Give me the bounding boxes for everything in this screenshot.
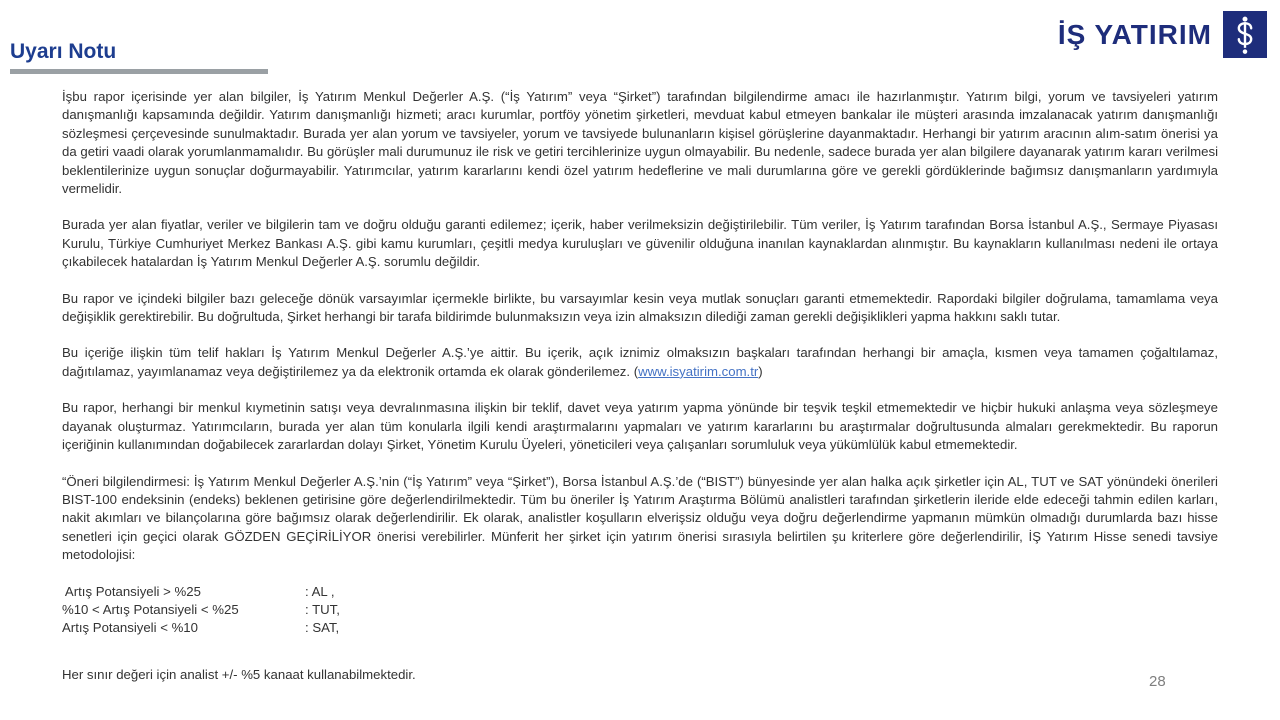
- rating-criteria-row-al: [62, 583, 1218, 601]
- disclaimer-paragraph-2: Burada yer alan fiyatlar, veriler ve bilgilerin tam ve doğru olduğu garanti edilemez; içerik, haber verilmeksizin değiştirilebilir. Tüm veriler, İş Yatırım tarafından Borsa İstanbul A.Ş., Sermaye Piyasası Kurulu, Türkiye Cumhuriyet Merkez Bankası A.Ş. gibi kamu kurumları, çeşitli medya kuruluşları ve güvenilir olduğuna inanılan kaynaklardan alınmıştır. Bu kaynakların kullanılması nedeni ile ortaya çıkabilecek hatalardan İş Yatırım Menkul Değerler A.Ş. sorumlu değildir.: [62, 217, 1218, 270]
- page-number: 28: [1149, 673, 1166, 690]
- logo-text: İŞ YATIRIM: [1057, 18, 1212, 50]
- page-title: Uyarı Notu: [10, 40, 117, 63]
- rating-criteria-list: [62, 583, 1218, 638]
- criteria-condition: Artış Potansiyeli < %10: [62, 620, 198, 636]
- criteria-condition: Artış Potansiyeli > %25: [62, 583, 201, 599]
- website-link[interactable]: www.isyatirim.com.tr: [638, 363, 759, 379]
- title-underline: [10, 69, 268, 74]
- rating-criteria-row-tut: [62, 601, 1218, 619]
- disclaimer-paragraph-5: Bu rapor, herhangi bir menkul kıymetinin satışı veya devralınmasına ilişkin bir teklif, davet veya yatırım yapma yönünde bir teşvik teşkil etmemektedir ve hiçbir hukuki anlaşma veya sözleşmeye dayanak oluşturmaz. Yatırımcıların, burada yer alan tüm konularla ilgili kendi araştırmalarını yapmaları ve yatırım kararlarını bu araştırmalar doğrultusunda almaları gerekmektedir. Bu raporun içeriğinin kullanımından doğabilecek zararlardan dolayı Şirket, Yönetim Kurulu Üyeleri, yöneticileri veya çalışanları sorumluluk veya yükümlülük kabul etmemektedir.: [62, 400, 1218, 453]
- disclaimer-paragraph-4: [62, 344, 1218, 381]
- criteria-rating: : SAT,: [305, 620, 340, 636]
- paragraph-4-closing-paren: ): [758, 363, 763, 379]
- rating-criteria-row-sat: [62, 619, 1218, 637]
- criteria-rating: : AL ,: [305, 583, 335, 599]
- disclaimer-paragraph-3: Bu rapor ve içindeki bilgiler bazı geleceğe dönük varsayımlar içermekle birlikte, bu varsayımlar kesin veya mutlak sonuçları garanti etmemektedir. Rapordaki bilgiler doğrulama, tamamlama veya değişiklik gerektirebilir. Bu doğrultuda, Şirket herhangi bir tarafa bildirimde bulunmaksızın veya izin almaksızın dilediği zaman gerekli değişiklikleri yapma hakkını saklı tutar.: [62, 290, 1218, 325]
- disclaimer-body: [62, 88, 1218, 684]
- paragraph-4-text: Bu içeriğe ilişkin tüm telif hakları İş Yatırım Menkul Değerler A.Ş.’ye aittir. Bu içerik, açık iznimiz olmaksızın başkaları tarafından herhangi bir amaçla, kısmen veya tamamen çoğaltılamaz, dağıtılamaz, yayımlanamaz veya değiştirilemez ya da elektronik ortamda ek olarak gönderilemez. (: [62, 345, 1218, 379]
- isbank-emblem-icon: [1223, 11, 1267, 58]
- company-logo: [1058, 11, 1267, 58]
- analyst-discretion-note: Her sınır değeri için analist +/- %5 kanaat kullanabilmektedir.: [62, 666, 416, 682]
- disclaimer-paragraph-6: “Öneri bilgilendirmesi: İş Yatırım Menkul Değerler A.Ş.’nin (“İş Yatırım” veya “Şirket”), Borsa İstanbul A.Ş.’de (“BIST”) bünyesinde yer alan halka açık şirketler için AL, TUT ve SAT yönündeki önerileri BIST-100 endeksinin (endeks) beklenen getirisine göre değerlendirilmektedir. Tüm bu öneriler İş Yatırım Araştırma Bölümü analistleri tarafından şirketlerin ileride elde edeceği tahmin edilen karları, nakit akımları ve bilançolarına göre bağımsız olarak değerlendirilir. Ek olarak, analistler koşulların elverişsiz olduğu veya doğru değerlendirme yapmanın mümkün olmadığı durumlarda bazı hisse senetleri için geçici olarak GÖZDEN GEÇİRİLİYOR önerisi verebilirler. Münferit her şirket için yatırım önerisi sırasıyla belirtilen şu kriterlere göre değerlendirilir, İŞ Yatırım Hisse senedi tavsiye metodolojisi:: [62, 473, 1218, 563]
- criteria-rating: : TUT,: [305, 601, 340, 617]
- disclaimer-paragraph-1: İşbu rapor içerisinde yer alan bilgiler, İş Yatırım Menkul Değerler A.Ş. (“İş Yatırım” veya “Şirket”) tarafından bilgilendirme amacı ile hazırlanmıştır. Yatırım bilgi, yorum ve tavsiyeleri yatırım danışmanlığı kapsamında değildir. Yatırım danışmanlığı hizmeti; aracı kurumlar, portföy yönetim şirketleri, mevduat kabul etmeyen bankalar ile müşteri arasında imzalanacak yatırım danışmanlığı sözleşmesi çerçevesinde sunulmaktadır. Burada yer alan yorum ve tavsiyeler, yorum ve tavsiyede bulunanların kişisel görüşlerine dayanmaktadır. Herhangi bir yatırım aracının alım-satım önerisi ya da getiri vaadi olarak yorumlanmamalıdır. Bu görüşler mali durumunuz ile risk ve getiri tercihlerinize uygun olmayabilir. Bu nedenle, sadece burada yer alan bilgilere dayanarak yatırım kararı verilmesi beklentilerinize uygun sonuçlar doğurmayabilir. Yatırımcılar, yatırım kararlarını kendi özel yatırım hedeflerine ve mali durumlarına göre ve gerekli gördüklerinde bağımsız danışmanların yardımıyla vermelidir.: [62, 89, 1218, 197]
- criteria-condition: %10 < Artış Potansiyeli < %25: [62, 601, 239, 617]
